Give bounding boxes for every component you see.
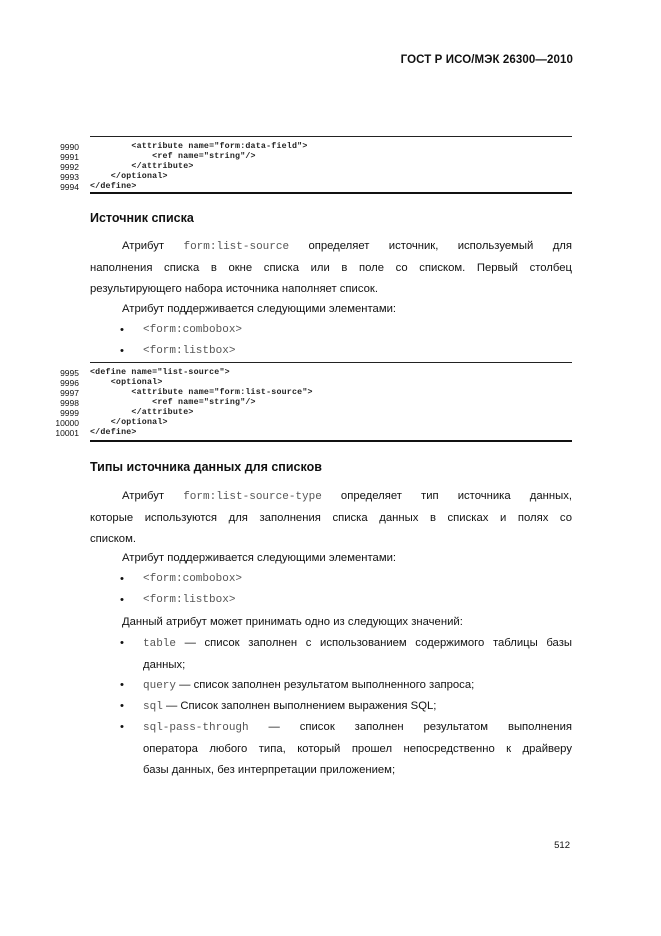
code-text: </attribute>: [90, 162, 194, 171]
values-intro: Данный атрибут может принимать одно из следующих значений:: [122, 616, 463, 628]
supported-elements-intro: Атрибут поддерживается следующими элементами:: [122, 303, 397, 315]
paragraph-line: результирующего набора источника наполняет список.: [90, 283, 378, 295]
code-line: [35, 162, 572, 172]
value-line: данных;: [143, 659, 186, 671]
code-text: </define>: [90, 428, 137, 437]
line-number: 9995: [60, 368, 79, 378]
code-block-1: [35, 136, 572, 194]
code-block-top-rule: [90, 136, 572, 137]
value-line: [143, 633, 572, 655]
bullet-icon: •: [120, 721, 124, 733]
line-number: 9992: [60, 162, 79, 172]
line-number: 9993: [60, 172, 79, 182]
value-description: [143, 696, 572, 718]
text-run: определяет источник, используемый для: [308, 240, 573, 252]
value-code: query: [143, 680, 177, 692]
code-block-bottom-rule: [90, 440, 572, 442]
code-line: [35, 152, 572, 162]
code-line: [35, 418, 572, 428]
attribute-code: form:list-source-type: [183, 491, 322, 503]
line-number: 10000: [55, 418, 79, 428]
paragraph-list-source-type: [90, 486, 572, 550]
element-code: <form:combobox>: [143, 324, 243, 336]
bullet-icon: •: [120, 700, 124, 712]
code-line: [35, 388, 572, 398]
element-code: <form:listbox>: [143, 594, 236, 606]
code-text: <attribute name="form:data-field">: [90, 142, 308, 151]
value-code: table: [143, 638, 177, 650]
line-number: 9994: [60, 182, 79, 192]
code-text: <optional>: [90, 378, 163, 387]
code-line: [35, 428, 572, 438]
code-line: [35, 408, 572, 418]
code-text: </optional>: [90, 418, 168, 427]
code-block-2: [35, 362, 572, 442]
code-text: </attribute>: [90, 408, 194, 417]
code-line: [35, 378, 572, 388]
text-run: — список заполнен с использованием содержимого таблицы базы: [184, 637, 572, 649]
code-line: [35, 398, 572, 408]
value-line: базы данных, без интерпретации приложением;: [143, 764, 396, 776]
code-text: </define>: [90, 182, 137, 191]
value-description: [143, 717, 572, 781]
line-number: 9999: [60, 408, 79, 418]
bullet-icon: •: [120, 679, 124, 691]
value-line: оператора любого типа, который прошел непосредственно к драйверу: [143, 743, 572, 755]
section-heading-list-source-type: Типы источника данных для списков: [90, 460, 322, 474]
bullet-icon: •: [120, 573, 124, 585]
line-number: 9997: [60, 388, 79, 398]
line-number: 9996: [60, 378, 79, 388]
code-text: <ref name="string"/>: [90, 398, 256, 407]
code-line: [35, 172, 572, 182]
bullet-icon: •: [120, 594, 124, 606]
element-code: <form:listbox>: [143, 345, 236, 357]
page-number: 512: [554, 840, 570, 851]
value-code: sql: [143, 701, 163, 713]
paragraph-line: списком.: [90, 533, 136, 545]
section-heading-list-source: Источник списка: [90, 211, 194, 225]
paragraph-list-source: [90, 236, 572, 300]
line-number: 9991: [60, 152, 79, 162]
value-line: [143, 717, 572, 739]
line-number: 9998: [60, 398, 79, 408]
code-line: [35, 368, 572, 378]
paragraph-line: [90, 236, 572, 258]
attribute-code: form:list-source: [183, 241, 290, 253]
code-block-bottom-rule: [90, 192, 572, 194]
paragraph-line: наполнения списка в окне списка или в поле со списком. Первый столбец: [90, 262, 572, 274]
value-code: sql-pass-through: [143, 722, 249, 734]
value-description: [143, 633, 572, 676]
paragraph-line: [90, 486, 572, 508]
line-number: 10001: [55, 428, 79, 438]
code-text: </optional>: [90, 172, 168, 181]
bullet-icon: •: [120, 324, 124, 336]
paragraph-line: которые используются для заполнения списка данных в списках и полях со: [90, 512, 572, 524]
line-number: 9990: [60, 142, 79, 152]
code-line: [35, 182, 572, 192]
text-run: определяет тип источника данных,: [340, 490, 573, 502]
code-line: [35, 142, 572, 152]
document-header: ГОСТ Р ИСО/МЭК 26300—2010: [400, 54, 573, 66]
bullet-icon: •: [120, 637, 124, 649]
code-text: <ref name="string"/>: [90, 152, 256, 161]
text-run: — список заполнен результатом выполненного запроса;: [179, 679, 475, 691]
code-block-top-rule: [90, 362, 572, 363]
text-run: Атрибут: [122, 490, 165, 502]
bullet-icon: •: [120, 345, 124, 357]
text-run: — Список заполнен выполнением выражения SQL;: [165, 700, 437, 712]
text-run: Атрибут: [122, 240, 165, 252]
code-text: <define name="list-source">: [90, 368, 230, 377]
supported-elements-intro: Атрибут поддерживается следующими элементами:: [122, 552, 397, 564]
text-run: — список заполнен результатом выполнения: [268, 721, 572, 733]
value-description: [143, 675, 572, 697]
code-text: <attribute name="form:list-source">: [90, 388, 313, 397]
element-code: <form:combobox>: [143, 573, 243, 585]
